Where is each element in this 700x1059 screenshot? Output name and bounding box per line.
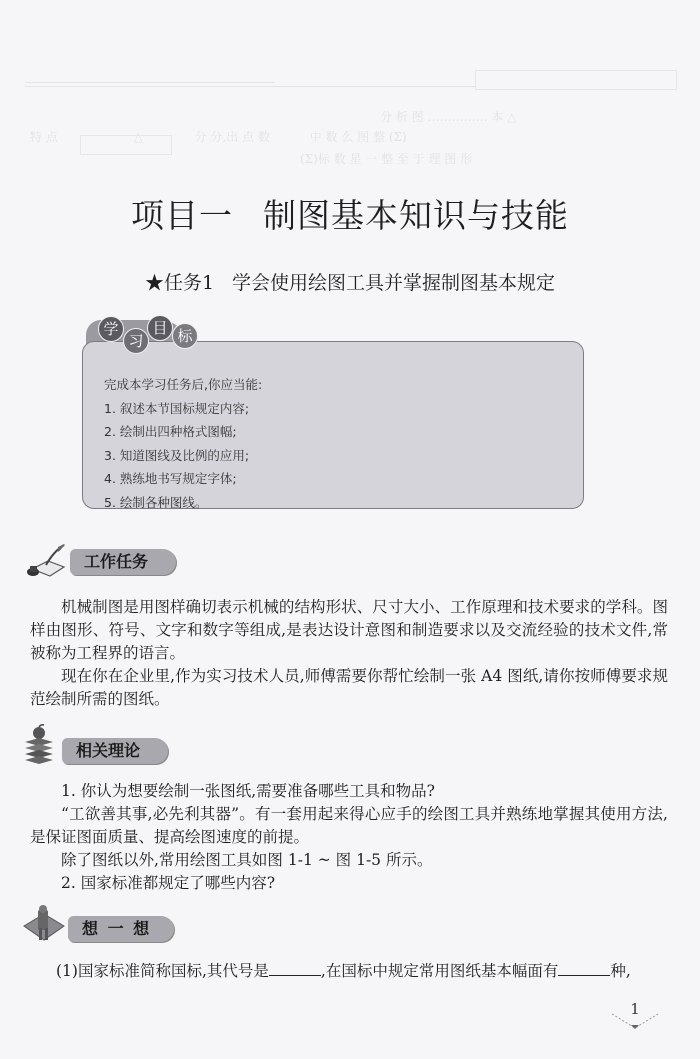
task-title bbox=[0, 268, 700, 295]
think-body bbox=[30, 960, 668, 983]
objective-item: 4. 熟练地书写规定字体; bbox=[104, 471, 237, 486]
objectives-intro: 完成本学习任务后,你应当能: bbox=[104, 377, 263, 392]
work-task-body bbox=[30, 596, 668, 711]
related-theory-header bbox=[22, 738, 182, 764]
objective-item: 1. 叙述本节国标规定内容; bbox=[104, 400, 250, 416]
theory-paragraph: 1. 你认为想要绘制一张图纸,需要准备哪些工具和物品? bbox=[61, 782, 435, 800]
answer-blank[interactable] bbox=[558, 961, 610, 976]
think-badge: 想 一 想 bbox=[68, 916, 174, 942]
bleed-through-line bbox=[25, 86, 475, 87]
theory-paragraph: 除了图纸以外,常用绘图工具如图 1-1 ~ 图 1-5 所示。 bbox=[61, 851, 433, 869]
question-text: ,在国标中规定常用图纸基本幅面有 bbox=[320, 962, 559, 980]
task-label: 任务1 bbox=[163, 272, 215, 294]
objective-tab-char: 学 bbox=[98, 316, 124, 342]
work-task-paragraph: 现在你在企业里,作为实习技术人员,师傅需要你帮忙绘制一张 A4 图纸,请你按师傅要求规范绘制所需的图纸。 bbox=[30, 667, 668, 708]
bleed-through-box bbox=[80, 135, 172, 155]
theory-paragraph: 2. 国家标准都规定了哪些内容? bbox=[61, 874, 276, 892]
chapter-title bbox=[0, 190, 700, 237]
chapter-name: 制图基本知识与技能 bbox=[263, 196, 569, 235]
bleed-through-line bbox=[25, 82, 275, 83]
bleed-through-text: 分 析 图 …………… 本 △ bbox=[380, 110, 517, 124]
think-question-1 bbox=[30, 960, 668, 983]
learning-objectives-list bbox=[104, 373, 262, 514]
objective-tab-char: 标 bbox=[172, 323, 198, 349]
page-chevron-icon bbox=[608, 1012, 662, 1034]
question-text: 种, bbox=[610, 962, 631, 980]
objective-item: 5. 绘制各种图线。 bbox=[104, 494, 208, 510]
objective-tab-char: 习 bbox=[123, 328, 149, 354]
page-number: 1 bbox=[630, 1000, 640, 1018]
related-theory-badge: 相关理论 bbox=[62, 738, 168, 764]
chapter-number: 项目一 bbox=[131, 196, 233, 235]
star-icon: ★ bbox=[144, 272, 164, 294]
objective-item: 3. 知道图线及比例的应用; bbox=[104, 447, 250, 463]
work-task-paragraph: 机械制图是用图样确切表示机械的结构形状、尺寸大小、工作原理和技术要求的学科。图样由图形、符号、文字和数字等组成,是表达设计意图和制造要求以及交流经验的技术文件,常被称为工程界的语言。 bbox=[30, 598, 668, 662]
thinker-book-icon bbox=[22, 904, 66, 946]
answer-blank[interactable] bbox=[269, 961, 321, 976]
book-stack-apple-icon bbox=[22, 724, 58, 768]
book-quill-icon bbox=[24, 543, 68, 579]
theory-paragraph: “工欲善其事,必先利其器”。有一套用起来得心应手的绘图工具并熟练地掌握其使用方法,是保证图面质量、提高绘图速度的前提。 bbox=[30, 805, 668, 846]
bleed-through-text: (Σ)标 数 星 一 整 至 于 理 图 形 bbox=[300, 152, 473, 166]
work-task-header bbox=[24, 549, 184, 575]
related-theory-body bbox=[30, 780, 668, 895]
question-text: (1)国家标准简称国标,其代号是 bbox=[56, 962, 269, 980]
task-name: 学会使用绘图工具并掌握制图基本规定 bbox=[232, 272, 556, 294]
objective-tab-char: 目 bbox=[147, 315, 173, 341]
think-header bbox=[22, 916, 182, 942]
bleed-through-text: 特 点 △ 分 分,出 点 数 中 数 么 图 整 (Σ) bbox=[30, 130, 407, 144]
objective-item: 2. 绘制出四种格式图幅; bbox=[104, 424, 237, 439]
work-task-badge: 工作任务 bbox=[70, 549, 176, 575]
bleed-through-box bbox=[475, 70, 677, 90]
